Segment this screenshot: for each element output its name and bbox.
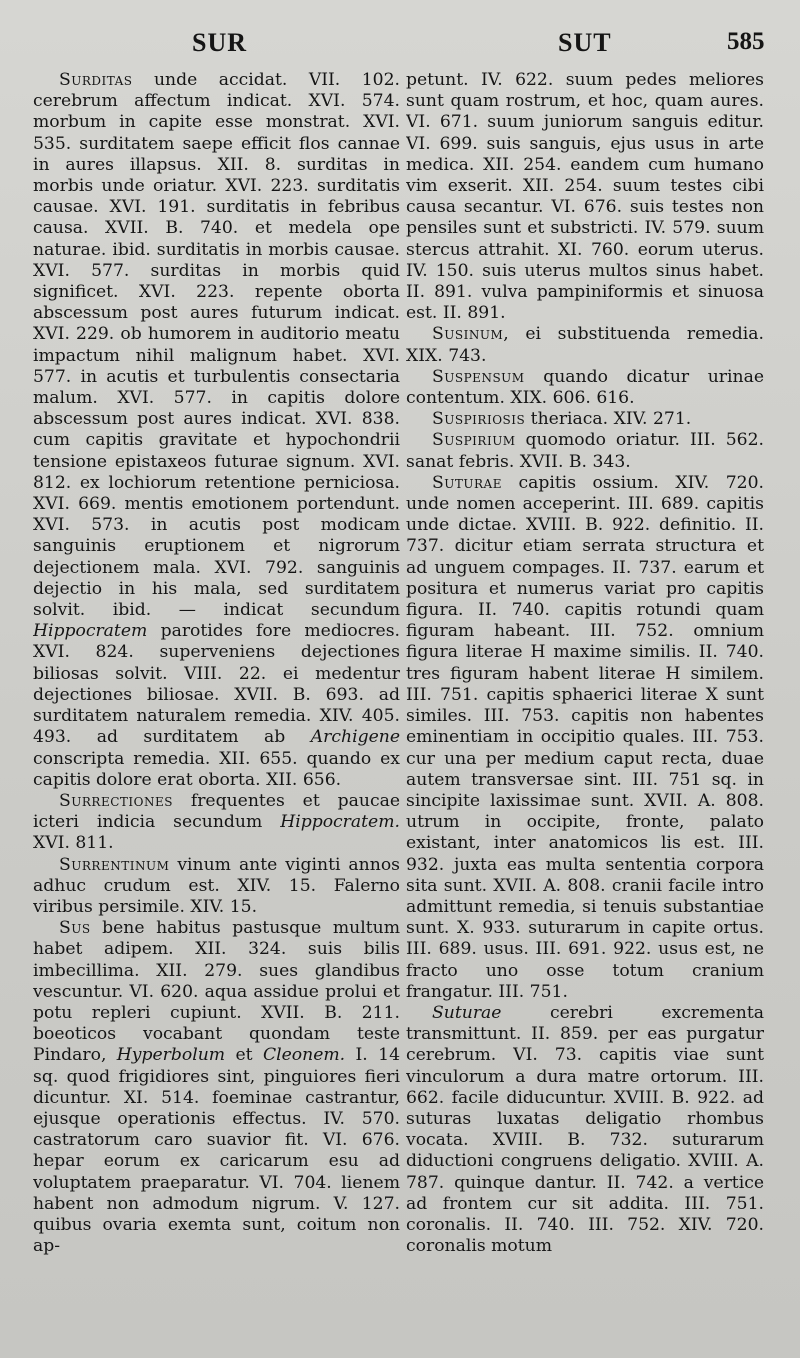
entry-text: et (225, 1045, 263, 1066)
entry-text: XVI. 811. (33, 833, 114, 854)
entry-text: unde accidat. VII. 102. cerebrum affectum indicat. XVI. 574. morbum in capite esse monstrat. XVI. 535. surditatem saepe efficit flos cannae in aures illapsus. XII. 8. surditas in morbis unde oriatur. XVI. 223. surditatis causae. XVI. 191. surditatis in febribus causa. XVII. B. 740. et medela ope naturae. ibid. surditatis in morbis causae. XVI. 577. surditas in morbis quid significet. XVI. 223. repente oborta abscessum post aures futurum indicat. XVI. 229. ob humorem in auditorio meatu impactum nihil malignum habet. XVI. 577. in acutis et turbulentis consectaria malum. XVI. 577. in capitis dolore abscessum post aures indicat. XVI. 838. cum capitis gravitate et hypochondrii tensione epistaxeos futurae signum. XVI. 812. ex lochiorum retentione perniciosa. XVI. 669. mentis emotionem portendunt. XVI. 573. in acutis post modicam sanguinis eruptionem et nigrorum dejectionem mala. XVI. 792. sanguinis dejectio in his mala, sed surditatem solvit. ibid. — indicat secundum (33, 70, 400, 621)
entry-headword: Suspensum (432, 366, 525, 387)
entry-italic: Suturae (432, 1002, 502, 1023)
entry-headword: Sus (59, 918, 91, 939)
entry-text: conscripta remedia. XII. 655. quando ex capitis dolore erat oborta. XII. 656. (33, 748, 400, 790)
entry-suspiriosis (406, 409, 764, 430)
entry-text: petunt. IV. 622. suum pedes meliores sunt quam rostrum, et hoc, quam aures. VI. 671. suum juniorum sanguis editur. VI. 699. suis sanguis, ejus usus in arte medica. XII. 254. eandem cum humano vim exserit. XII. 254. suum testes cibi causa secantur. VI. 676. suis testes non pensiles sunt et substricti. IV. 579. suum stercus attrahit. XI. 760. eorum uterus. IV. 150. suis uterus multos sinus habet. II. 891. vulva pampiniformis et sinuosa est. II. 891. (406, 70, 764, 324)
entry-suspirium (406, 430, 764, 472)
entry-headword: Susinum (432, 324, 504, 345)
entry-headword: Surrentinum (59, 854, 170, 875)
entry-text: bene habitus pastusque multum habet adipem. XII. 324. suis bilis imbecillima. XII. 279. sues glandibus vescuntur. VI. 620. aqua assidue prolui et potu repleri cupiunt. XVII. B. 211. boeoticos vocabant quondam teste Pindaro, (33, 918, 400, 1066)
running-header (0, 22, 800, 62)
entry-text: theriaca. XIV. 271. (525, 409, 692, 430)
entry-italic: Cleonem. (262, 1045, 346, 1066)
entry-sus-continued (406, 70, 764, 324)
page-number: 585 (727, 28, 765, 55)
entry-italic: Archigene (310, 727, 400, 748)
header-left-keyword: SUR (192, 28, 248, 57)
entry-susinum (406, 324, 764, 366)
entry-text: I. 14 sq. quod frigidiores sint, pinguiores fieri dicuntur. XI. 514. foeminae castrantur, ejusque operationis effectus. IV. 570. castratorum caro suavior fit. VI. 676. hepar eorum ex caricarum esu ad voluptatem praeparatur. VI. 704. lienem habent non admodum nigrum. V. 127. quibus ovaria exemta sunt, coitum non ap- (33, 1045, 400, 1257)
entry-text: cerebri excrementa transmittunt. II. 859. per eas purgatur cerebrum. VI. 73. capitis viae sunt vinculorum a dura matre ortorum. III. 662. facile diducuntur. XVIII. B. 922. ad suturas luxatas deligatio rhombus vocata. XVIII. B. 732. suturarum diductioni congruens deligatio. XVIII. A. 787. quinque dantur. II. 742. a vertice ad frontem cur sit addita. III. 751. coronalis. II. 740. III. 752. XIV. 720. coronalis motum (406, 1002, 764, 1257)
header-right-keyword: SUT (558, 28, 612, 57)
entry-suspensum (406, 367, 764, 409)
entry-text: frequentes et paucae icteri indicia secundum (33, 790, 400, 833)
entry-surrectiones (33, 791, 400, 855)
entry-suturae (406, 473, 764, 1003)
entry-surditas (33, 70, 400, 791)
entry-italic: Hippocratem. (280, 812, 400, 833)
entry-text: quando dicatur urinae contentum. XIX. 606. 616. (406, 366, 764, 409)
entry-suturae-cerebri (406, 1003, 764, 1257)
entry-headword: Suspirium (432, 430, 516, 451)
entry-sus (33, 918, 400, 1257)
entry-text: , ei substituenda remedia. XIX. 743. (406, 324, 764, 366)
entry-italic: Hippocratem (33, 621, 148, 642)
entry-headword: Surditas (59, 70, 133, 90)
entry-text: vinum ante viginti annos adhuc crudum est. XIV. 15. Falerno viribus persimile. XIV. 15. (33, 854, 400, 917)
right-column (406, 70, 764, 1340)
entry-text: parotides fore mediocres. XVI. 824. superveniens dejectiones biliosas solvit. VIII. 22. ei medentur dejectiones biliosae. XVII. B. 693. ad surditatem naturalem remedia. XIV. 405. 493. ad surditatem ab (33, 621, 400, 748)
entry-headword: Suspiriosis (432, 409, 526, 430)
entry-italic: Hyperbolum (116, 1045, 226, 1066)
entry-headword: Surrectiones (59, 790, 173, 811)
left-column (33, 70, 400, 1340)
entry-headword: Suturae (432, 472, 502, 493)
entry-surrentinum (33, 855, 400, 919)
entry-text: quomodo oriatur. III. 562. sanat febris. XVII. B. 343. (406, 430, 764, 472)
entry-text: capitis ossium. XIV. 720. unde nomen acceperint. III. 689. capitis unde dictae. XVIII. B. 922. definitio. II. 737. dicitur etiam serrata structura et ad unguem compages. II. 737. earum et positura et numerus variat pro capitis figura. II. 740. capitis rotundi quam figuram habeant. III. 752. omnium figura literae H maxime similis. II. 740. tres figuram habent literae H similem. III. 751. capitis sphaerici literae X sunt similes. III. 753. capitis non habentes eminentiam in occipitio quales. III. 753. cur una per medium caput recta, duae autem transversae sint. III. 751 sq. in sincipite laxissimae sunt. XVII. A. 808. utrum in occipite, fronte, palato existant, inter anatomicos lis est. III. 932. juxta eas multa sententia corpora sita sunt. XVII. A. 808. cranii facile intro admittunt remedia, si tenuis substantiae sunt. X. 933. suturarum in capite ortus. III. 689. usus. III. 691. 922. usus est, ne fracto uno osse totum cranium frangatur. III. 751. (406, 472, 764, 1002)
